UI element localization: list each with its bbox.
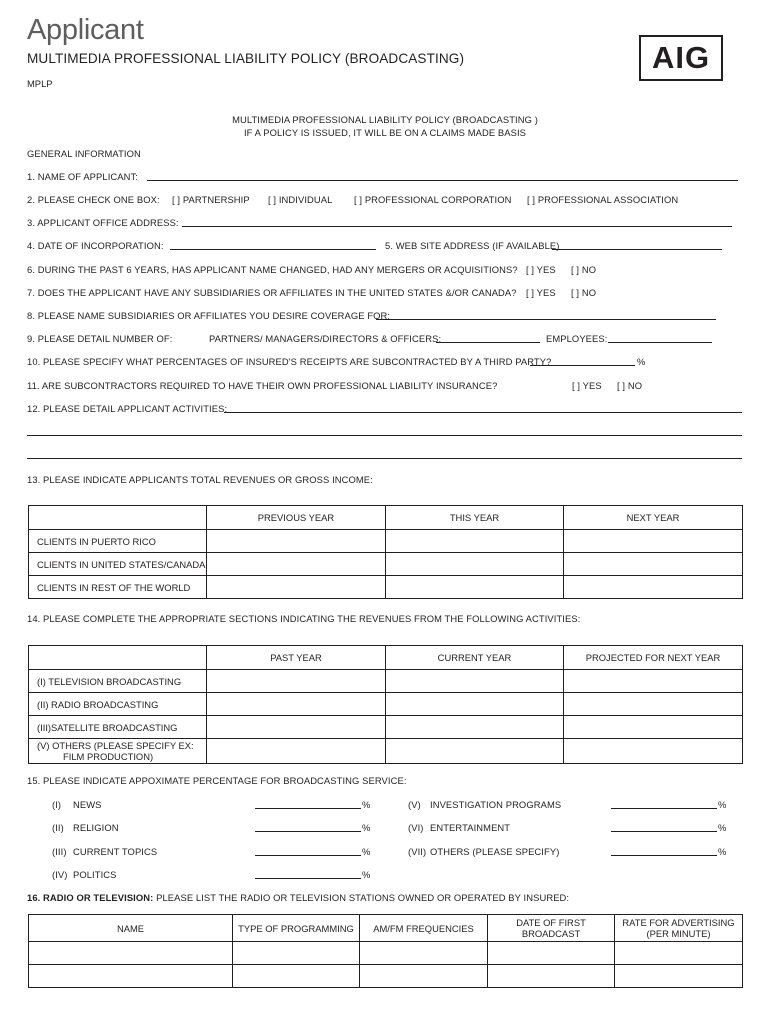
date-first-broadcast-line-1: DATE OF FIRST [516, 917, 586, 928]
table-cell[interactable] [207, 693, 386, 716]
table-cell[interactable] [488, 965, 615, 988]
table-cell[interactable] [615, 965, 743, 988]
q11-no-checkbox[interactable]: [ ] NO [617, 380, 643, 391]
activities-field-line-3[interactable] [27, 458, 742, 459]
q9-partners-label: PARTNERS/ MANAGERS/DIRECTORS & OFFICERS: [209, 333, 442, 344]
news-percent-field[interactable] [255, 808, 361, 809]
table-cell[interactable] [564, 693, 743, 716]
q16-bold-label: 16. RADIO OR TELEVISION: [27, 892, 154, 903]
col-past-year: PAST YEAR [207, 646, 386, 670]
q2-label: 2. PLEASE CHECK ONE BOX: [27, 194, 160, 205]
table-cell[interactable] [29, 965, 233, 988]
service-num: (VII) [408, 846, 427, 857]
q6-yes-checkbox[interactable]: [ ] YES [526, 264, 556, 275]
claims-made-note: IF A POLICY IS ISSUED, IT WILL BE ON A CLAIMS MADE BASIS [243, 127, 527, 138]
form-subtitle: MULTIMEDIA PROFESSIONAL LIABILITY POLICY (BROADCASTING) [27, 51, 465, 66]
row-label: CLIENTS IN PUERTO RICO [29, 530, 207, 553]
entertainment-percent-field[interactable] [611, 831, 717, 832]
q4-label: 4. DATE OF INCORPORATION: [27, 240, 164, 251]
q16-label [27, 892, 569, 903]
service-num: (III) [52, 846, 67, 857]
incorporation-date-field[interactable] [170, 249, 376, 250]
table-cell[interactable] [386, 716, 564, 739]
table-cell[interactable] [564, 530, 743, 553]
col-projected-next-year: PROJECTED FOR NEXT YEAR [564, 646, 743, 670]
service-religion-label: RELIGION [73, 822, 119, 833]
q6-no-checkbox[interactable]: [ ] NO [571, 264, 597, 275]
row-label: (II) RADIO BROADCASTING [29, 693, 207, 716]
q6-label: 6. DURING THE PAST 6 YEARS, HAS APPLICANT NAME CHANGED, HAD ANY MERGERS OR ACQUISITIONS? [27, 264, 518, 275]
current-topics-percent-field[interactable] [255, 855, 361, 856]
table-cell[interactable] [488, 942, 615, 965]
row-label: (I) TELEVISION BROADCASTING [29, 670, 207, 693]
q13-label: 13. PLEASE INDICATE APPLICANTS TOTAL REVENUES OR GROSS INCOME: [27, 474, 373, 485]
q15-label: 15. PLEASE INDICATE APPOXIMATE PERCENTAGE FOR BROADCASTING SERVICE: [27, 775, 407, 786]
service-num: (V) [408, 799, 421, 810]
service-politics-label: POLITICS [73, 869, 117, 880]
rate-line-2: (PER MINUTE) [646, 928, 711, 939]
individual-checkbox[interactable]: [ ] INDIVIDUAL [268, 194, 333, 205]
others-line-1: (V) OTHERS (PLEASE SPECIFY EX: [37, 740, 194, 751]
table-cell[interactable] [615, 942, 743, 965]
date-first-broadcast-line-2: BROADCAST [521, 928, 581, 939]
row-label-others [29, 739, 207, 764]
q7-label: 7. DOES THE APPLICANT HAVE ANY SUBSIDIARIES OR AFFILIATES IN THE UNITED STATES &/OR CANADA? [27, 287, 517, 298]
table-cell[interactable] [386, 576, 564, 599]
percent-sign: % [718, 799, 727, 810]
q11-label: 11. ARE SUBCONTRACTORS REQUIRED TO HAVE THEIR OWN PROFESSIONAL LIABILITY INSURANCE? [27, 380, 498, 391]
general-information-heading: GENERAL INFORMATION [27, 148, 141, 159]
service-investigation-label: INVESTIGATION PROGRAMS [430, 799, 562, 810]
table-cell[interactable] [564, 739, 743, 764]
table-cell[interactable] [564, 670, 743, 693]
row-label: CLIENTS IN REST OF THE WORLD [29, 576, 207, 599]
table-cell[interactable] [207, 739, 386, 764]
table-cell[interactable] [386, 553, 564, 576]
form-title: Applicant [27, 14, 144, 46]
policy-heading: MULTIMEDIA PROFESSIONAL LIABILITY POLICY (BROADCASTING ) [232, 114, 538, 125]
table-cell[interactable] [564, 576, 743, 599]
q9-employees-label: EMPLOYEES: [546, 333, 608, 344]
service-others-label: OTHERS (PLEASE SPECIFY) [430, 846, 560, 857]
table-cell[interactable] [207, 716, 386, 739]
col-rate-for-advertising [615, 915, 743, 942]
website-field[interactable] [552, 249, 722, 250]
table-cell[interactable] [386, 739, 564, 764]
others-percent-field[interactable] [611, 855, 717, 856]
table-cell[interactable] [233, 942, 360, 965]
col-type-of-programming: TYPE OF PROGRAMMING [233, 915, 360, 942]
percent-sign: % [362, 799, 371, 810]
q12-label: 12. PLEASE DETAIL APPLICANT ACTIVITIES: [27, 403, 228, 414]
service-current-topics-label: CURRENT TOPICS [73, 846, 158, 857]
percent-sign: % [718, 822, 727, 833]
service-num: (I) [52, 799, 62, 810]
col-this-year: THIS YEAR [386, 506, 564, 530]
religion-percent-field[interactable] [255, 831, 361, 832]
subcontracted-percent-field[interactable] [530, 365, 635, 366]
revenue-table [28, 505, 743, 599]
table-cell[interactable] [360, 942, 488, 965]
q8-label: 8. PLEASE NAME SUBSIDIARIES OR AFFILIATES YOU DESIRE COVERAGE FOR: [27, 310, 391, 321]
subsidiaries-field[interactable] [376, 319, 716, 320]
q7-yes-checkbox[interactable]: [ ] YES [526, 287, 556, 298]
employees-count-field[interactable] [608, 342, 712, 343]
q16-label-rest: PLEASE LIST THE RADIO OR TELEVISION STATIONS OWNED OR OPERATED BY INSURED: [153, 892, 570, 903]
politics-percent-field[interactable] [255, 878, 361, 879]
q3-label: 3. APPLICANT OFFICE ADDRESS: [27, 217, 179, 228]
stations-table [28, 914, 743, 988]
row-label: (III)SATELLITE BROADCASTING [29, 716, 207, 739]
table-cell[interactable] [29, 942, 233, 965]
table-cell[interactable] [386, 670, 564, 693]
professional-corporation-checkbox[interactable]: [ ] PROFESSIONAL CORPORATION [354, 194, 512, 205]
col-current-year: CURRENT YEAR [386, 646, 564, 670]
q11-yes-checkbox[interactable]: [ ] YES [572, 380, 602, 391]
table-cell[interactable] [386, 693, 564, 716]
col-previous-year: PREVIOUS YEAR [207, 506, 386, 530]
service-entertainment-label: ENTERTAINMENT [430, 822, 511, 833]
professional-association-checkbox[interactable]: [ ] PROFESSIONAL ASSOCIATION [527, 194, 679, 205]
table-cell[interactable] [564, 716, 743, 739]
service-num: (IV) [52, 869, 68, 880]
q9-label: 9. PLEASE DETAIL NUMBER OF: [27, 333, 173, 344]
percent-sign: % [362, 822, 371, 833]
rate-line-1: RATE FOR ADVERTISING [622, 917, 735, 928]
investigation-percent-field[interactable] [611, 808, 717, 809]
q10-label: 10. PLEASE SPECIFY WHAT PERCENTAGES OF INSURED'S RECEIPTS ARE SUBCONTRACTED BY A THIRD PARTY? [27, 356, 552, 367]
table-cell[interactable] [207, 670, 386, 693]
q5-label: 5. WEB SITE ADDRESS (IF AVAILABLE) [385, 240, 560, 251]
row-label: CLIENTS IN UNITED STATES/CANADA [29, 553, 207, 576]
percent-sign: % [362, 869, 371, 880]
service-news-label: NEWS [73, 799, 102, 810]
table-cell[interactable] [386, 530, 564, 553]
activities-field-line-2[interactable] [27, 435, 742, 436]
activity-revenue-table [28, 645, 743, 764]
percent-sign: % [362, 846, 371, 857]
q7-no-checkbox[interactable]: [ ] NO [571, 287, 597, 298]
revenue-table-corner [29, 506, 207, 530]
service-num: (II) [52, 822, 64, 833]
percent-sign: % [718, 846, 727, 857]
col-date-first-broadcast [488, 915, 615, 942]
others-line-2: FILM PRODUCTION) [63, 751, 154, 762]
col-next-year: NEXT YEAR [564, 506, 743, 530]
table-cell[interactable] [233, 965, 360, 988]
q10-percent-sign: % [637, 356, 646, 367]
partnership-checkbox[interactable]: [ ] PARTNERSHIP [172, 194, 250, 205]
table-cell[interactable] [207, 553, 386, 576]
applicant-name-field[interactable] [147, 180, 738, 181]
table-cell[interactable] [207, 530, 386, 553]
office-address-field[interactable] [182, 226, 732, 227]
aig-logo: AIG [639, 35, 723, 81]
activity-table-corner [29, 646, 207, 670]
partners-count-field[interactable] [436, 342, 540, 343]
col-name: NAME [29, 915, 233, 942]
table-cell[interactable] [360, 965, 488, 988]
form-code: MPLP [27, 78, 53, 89]
table-cell[interactable] [207, 576, 386, 599]
q14-label: 14. PLEASE COMPLETE THE APPROPRIATE SECTIONS INDICATING THE REVENUES FROM THE FOLLOWING ACTIVITIES: [27, 613, 581, 624]
activities-field-line-1[interactable] [224, 412, 742, 413]
table-cell[interactable] [564, 553, 743, 576]
service-num: (VI) [408, 822, 424, 833]
col-amfm-frequencies: AM/FM FREQUENCIES [360, 915, 488, 942]
q1-label: 1. NAME OF APPLICANT: [27, 171, 138, 182]
